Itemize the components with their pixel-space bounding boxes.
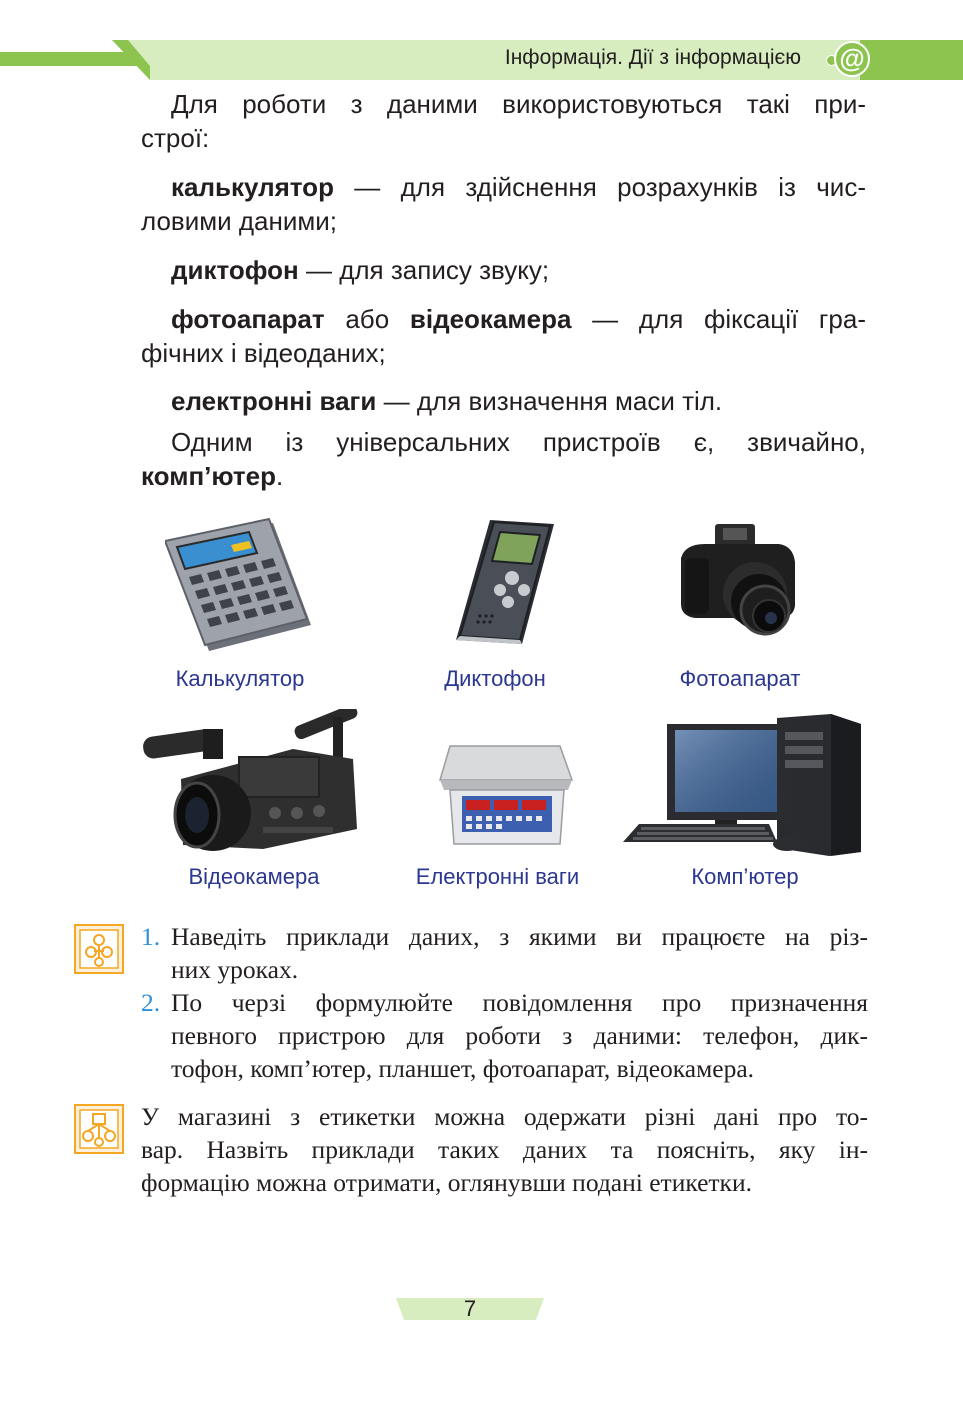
page-number: 7 — [463, 1296, 477, 1321]
intro-line-1: Для роботи з даними використовуються такі при- — [171, 89, 866, 119]
term-computer: комп’ютер — [141, 461, 277, 491]
term-video-camera: відеокамера — [409, 304, 572, 334]
figure-caption-scales: Електронні ваги — [415, 864, 580, 889]
task-number-1: 1. — [141, 922, 161, 951]
task-network-icon — [74, 1104, 124, 1154]
header-band — [0, 40, 963, 80]
universal-paragraph: Одним із універсальних пристроїв є, звичайно, комп’ютер. — [141, 427, 866, 491]
figure-caption-video-camera: Відеокамера — [188, 864, 320, 889]
term-calculator: калькулятор — [171, 172, 334, 202]
scales-paragraph: електронні ваги — для визначення маси тіл. — [171, 386, 723, 416]
at-sign-icon: @ — [826, 41, 872, 77]
figure-caption-calculator: Калькулятор — [175, 666, 305, 691]
photo-camera-image — [675, 518, 805, 642]
task-list — [141, 920, 868, 1085]
calculator-line-1: калькулятор — для здійснення розрахунків із чис- — [171, 172, 866, 202]
figure-caption-recorder: Диктофон — [444, 666, 546, 691]
term-scales: електронні ваги — [171, 386, 377, 416]
calculator-image — [165, 515, 313, 653]
intro-paragraph — [141, 87, 866, 155]
task-item-2: 2. По черзі формулюйте повідомлення про призначення певного пристрою для роботи з даними: телефон, дик- тофон, комп’ютер, планшет, фотоапарат, відеокамера. — [141, 988, 868, 1083]
running-header-title: Інформація. Дії з інформацією — [504, 46, 801, 69]
calculator-paragraph — [141, 170, 866, 238]
figure-caption-computer: Комп’ютер — [691, 864, 799, 889]
figure-caption-photo-camera: Фотоапарат — [679, 666, 801, 691]
intro-line-2: строї: — [141, 123, 210, 153]
voice-recorder-image — [450, 516, 560, 646]
recorder-paragraph: диктофон — для запису звуку; — [171, 255, 550, 285]
camera-paragraph: фотоапарат або відеокамера — для фіксації гра- фічних і відеоданих; — [141, 304, 866, 368]
term-photo-camera: фотоапарат — [171, 304, 325, 334]
term-recorder: диктофон — [171, 255, 299, 285]
electronic-scales-image — [436, 740, 576, 850]
task-number-2: 2. — [141, 988, 161, 1017]
calculator-line-2: ловими даними; — [141, 206, 338, 236]
task-puzzle-icon — [74, 924, 124, 974]
task-2-paragraph: У магазині з етикетки можна одержати різні дані про то- вар. Назвіть приклади таких даних та поясніть, яку ін- формацію можна отримати, оглянувши подані етикетки. — [141, 1102, 868, 1197]
video-camera-image — [143, 709, 365, 857]
task-item-1: 1. Наведіть приклади даних, з якими ви працюєте на різ- них уроках. — [141, 922, 868, 984]
computer-image — [619, 712, 867, 856]
